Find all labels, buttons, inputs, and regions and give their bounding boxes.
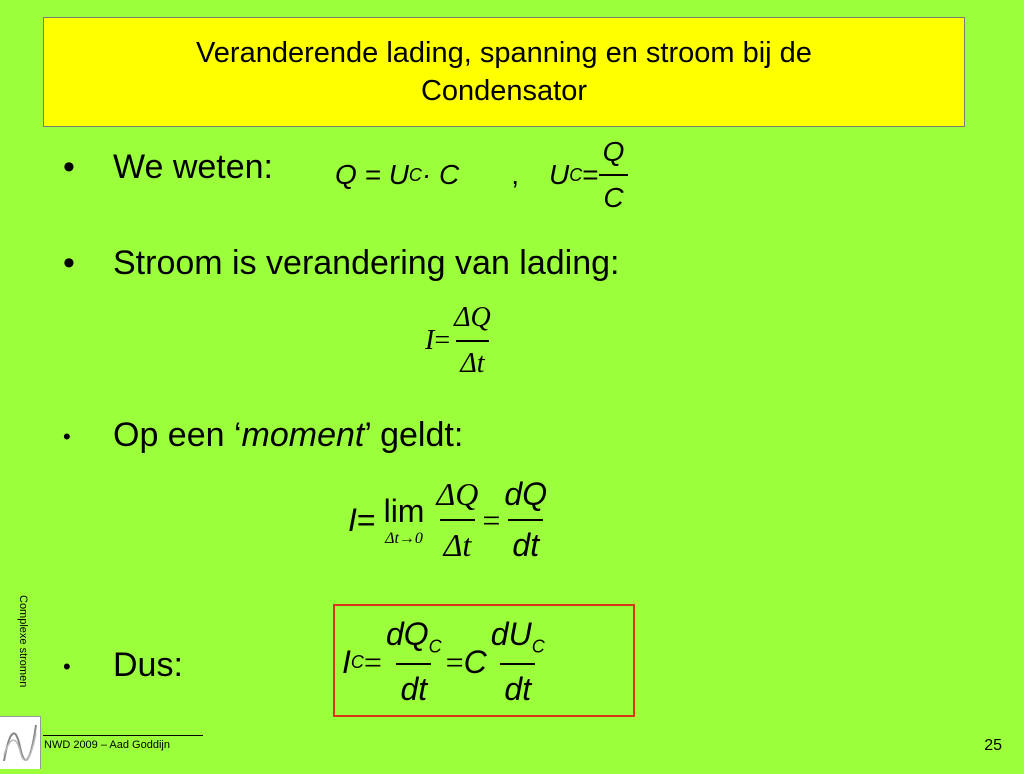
bullet-moment — [63, 416, 463, 455]
bullet-text: Dus: — [113, 646, 183, 684]
fraction-q-over-c: $\frac{Q}{C}$ — [599, 136, 629, 214]
sidebar-label: Complexe stromen — [17, 595, 29, 688]
bullet-marker: • — [63, 424, 71, 449]
bullet-dus — [63, 646, 183, 685]
equation-charge: Q = U C · C , U C = $\frac{Q}{C}$ — [335, 140, 628, 210]
bullet-text: Stroom is verandering van lading: — [113, 244, 620, 282]
bullet-text: We weten: — [113, 148, 274, 186]
bullet-stroom — [63, 244, 620, 283]
fraction-derivative: $\frac{dQ}{dt}$ — [504, 476, 548, 563]
bullet-text-pre: Op een ‘ — [113, 416, 242, 454]
bullet-text-em: moment — [241, 416, 365, 454]
fraction-dq-dt: $\frac{\Delta Q}{\Delta t}$ — [454, 302, 491, 379]
bullet-marker: • — [63, 148, 75, 186]
equation-current: I = $\frac{\Delta Q}{\Delta t}$ — [425, 300, 495, 382]
title-box — [43, 17, 965, 127]
bullet-marker: • — [63, 244, 75, 282]
bullet-we-weten — [63, 148, 273, 187]
fraction-dqc-dt: $\frac{dQ_C}{dt}$ — [385, 615, 442, 708]
slide-title: Veranderende lading, spanning en stroom bij de Condensator — [196, 37, 812, 107]
equation-limit: I = lim Δt→0 $\frac{\Delta Q}{\Delta t}$ = $\frac{dQ}{dt}$ — [348, 470, 551, 570]
fraction-delta: $\frac{\Delta Q}{\Delta t}$ — [436, 476, 479, 563]
footer-divider — [43, 735, 203, 736]
logo-graph-icon — [0, 717, 40, 769]
bullet-text-post: ’ geldt: — [364, 416, 464, 454]
limit-operator: lim Δt→0 — [383, 492, 425, 547]
equation-capacitor-current: I C = $\frac{dQ_C}{dt}$ = C $\frac{dU_C}{dt}$ — [342, 612, 549, 712]
footer-text: NWD 2009 – Aad Goddijn — [44, 739, 170, 751]
bullet-marker: • — [63, 654, 71, 679]
logo — [0, 716, 41, 769]
fraction-duc-dt: $\frac{dU_C}{dt}$ — [490, 615, 545, 708]
page-number: 25 — [984, 737, 1002, 754]
